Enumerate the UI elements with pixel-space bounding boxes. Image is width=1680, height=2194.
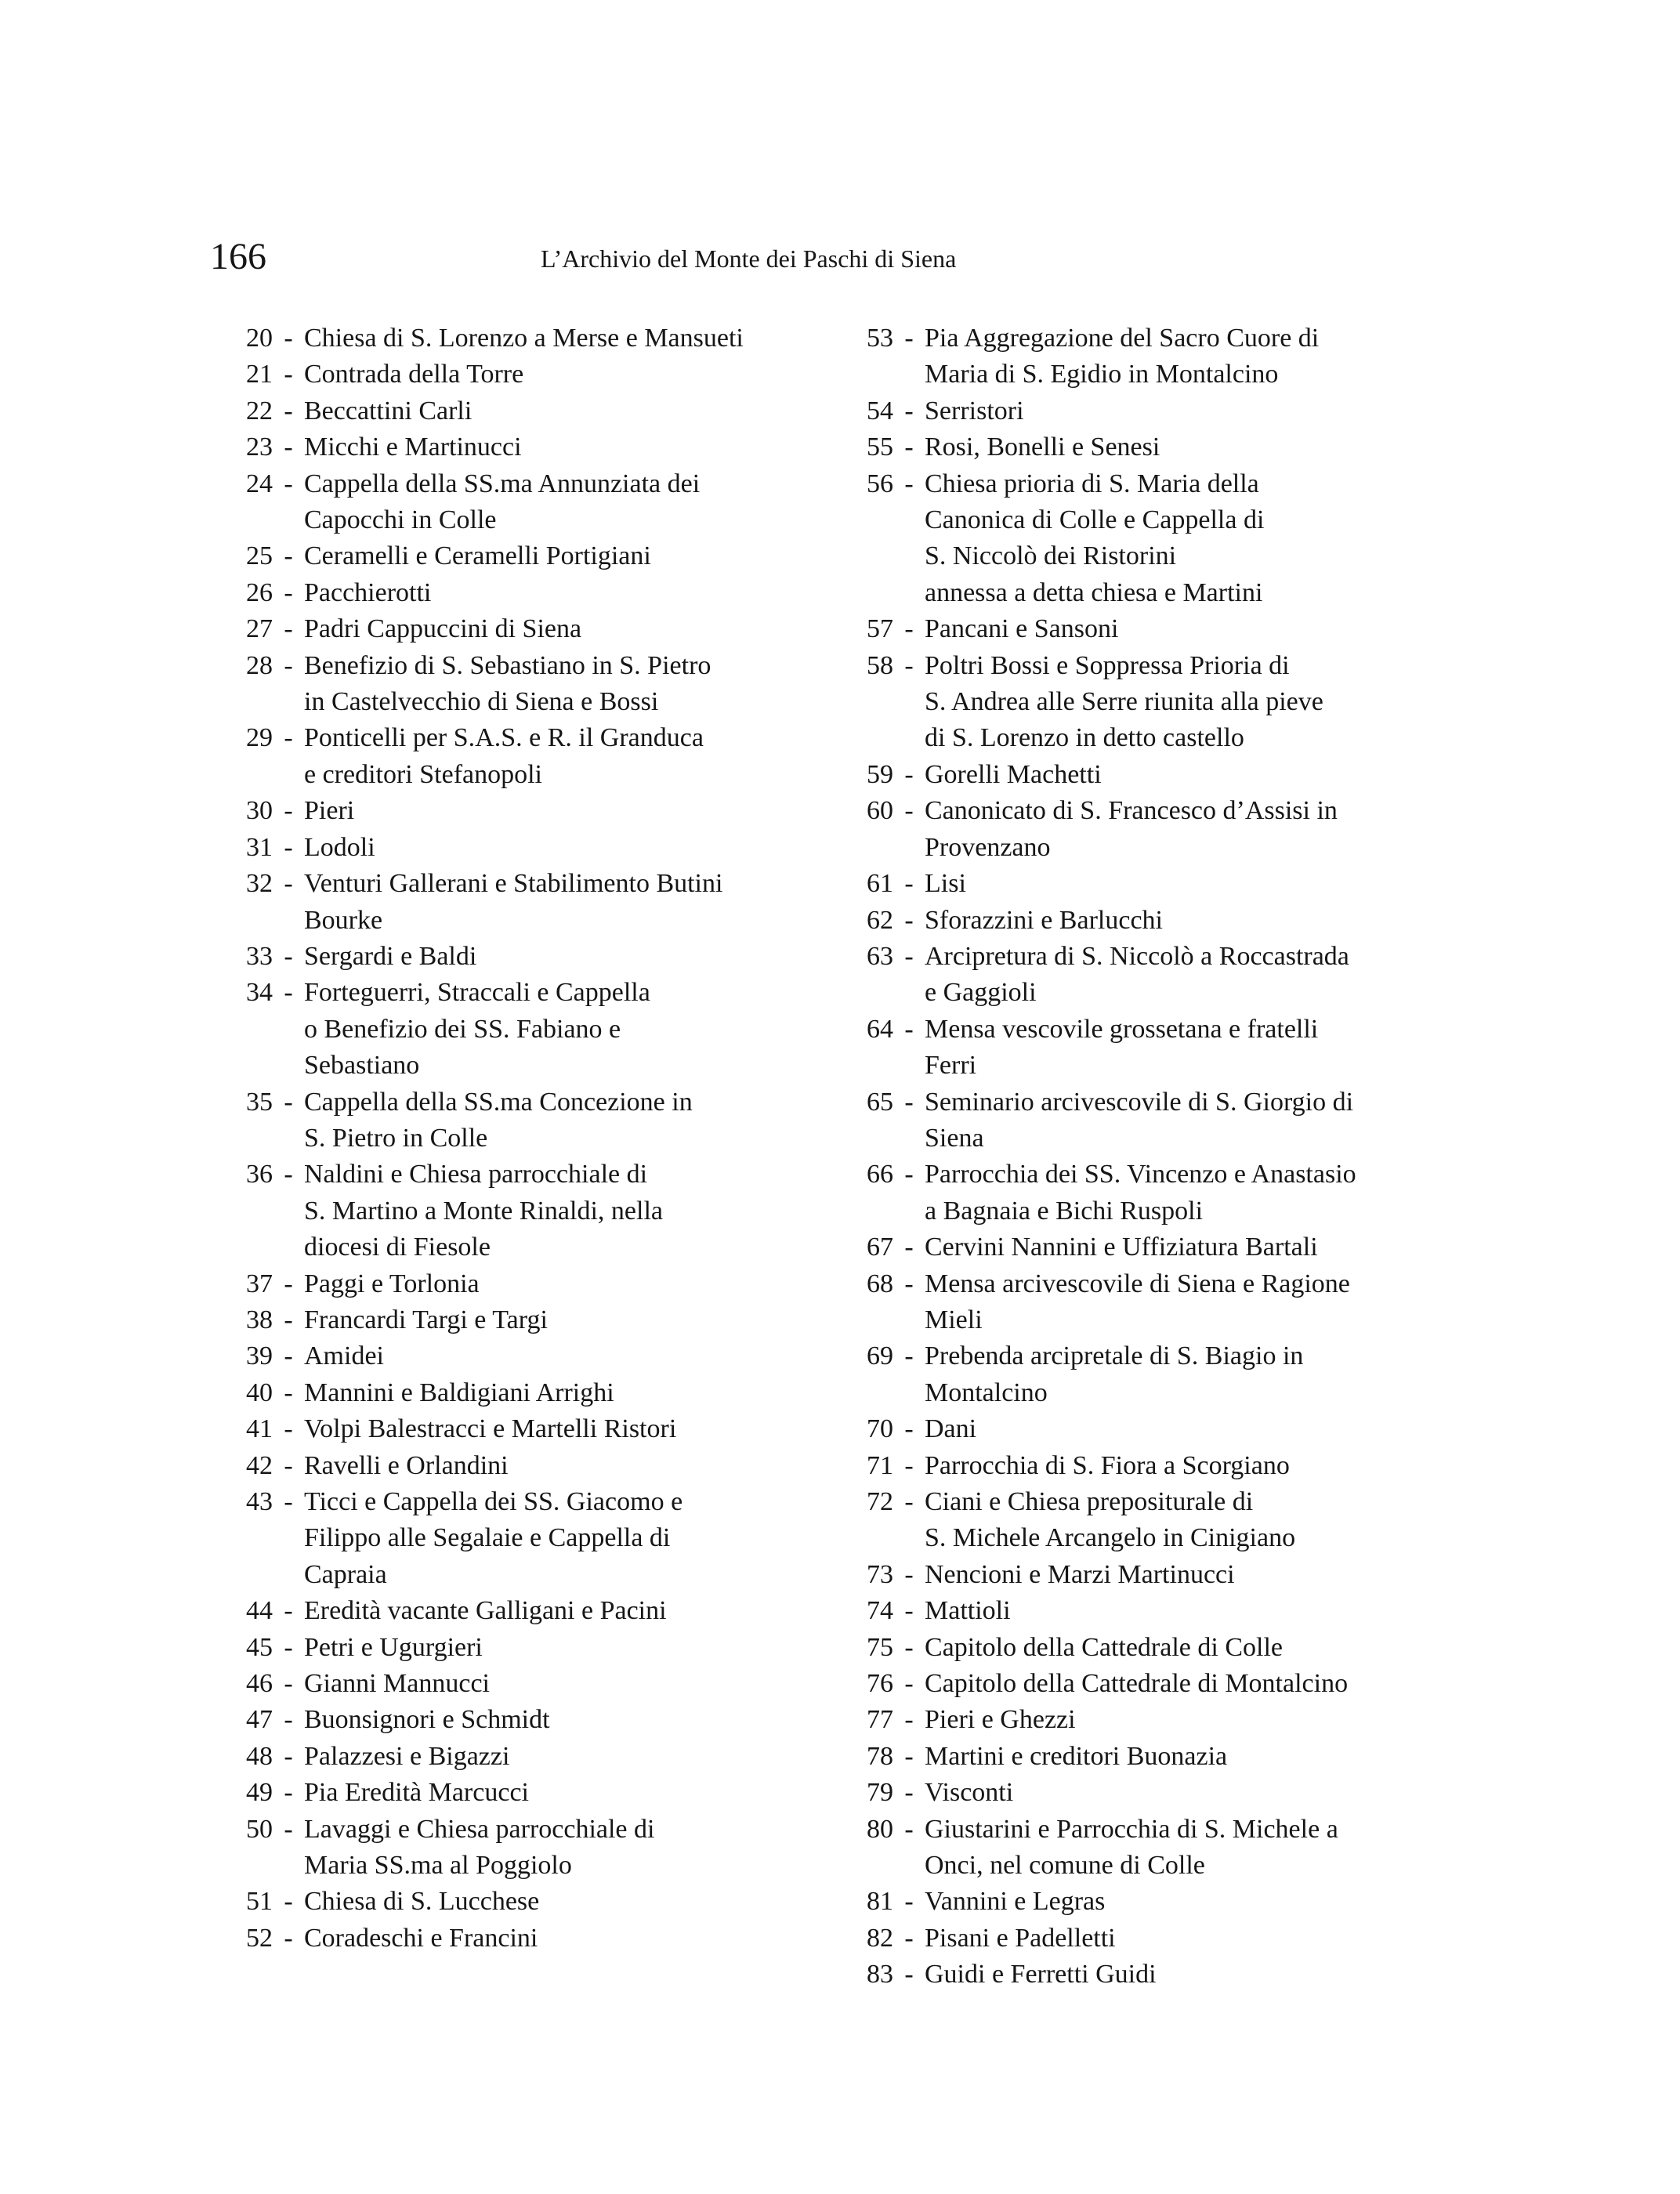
entry-separator: - <box>284 1632 293 1662</box>
entry-separator: - <box>284 832 293 862</box>
entry-text: Canonicato di S. Francesco d’Assisi in Provenzano <box>925 796 1338 862</box>
entry-separator: - <box>284 650 293 680</box>
entry-text: Seminario arcivescovile di S. Giorgio di Siena <box>925 1087 1354 1153</box>
entry-separator: - <box>284 1923 293 1953</box>
entry-text: Capitolo della Cattedrale di Colle <box>925 1632 1283 1662</box>
entry-text: Sforazzini e Barlucchi <box>925 905 1163 935</box>
entry-text: Ponticelli per S.A.S. e R. il Granduca e creditori Stefanopoli <box>304 723 704 789</box>
entry-number: 36 <box>246 1160 273 1189</box>
entry-text: Sergardi e Baldi <box>304 941 477 971</box>
list-item <box>210 1266 774 1302</box>
list-item <box>831 757 1403 793</box>
list-item <box>210 1666 774 1702</box>
entry-separator: - <box>904 1487 914 1516</box>
list-item <box>831 1957 1403 1993</box>
entry-number: 52 <box>246 1923 273 1953</box>
list-item <box>831 466 1403 612</box>
entry-number: 79 <box>867 1778 893 1808</box>
list-item <box>831 320 1403 393</box>
entry-text: Francardi Targi e Targi <box>304 1305 548 1334</box>
entry-text: Paggi e Torlonia <box>304 1269 480 1298</box>
entry-separator: - <box>284 723 293 753</box>
entry-number: 71 <box>867 1450 893 1480</box>
list-item <box>210 466 774 539</box>
list-item <box>210 1593 774 1629</box>
entry-text: Pisani e Padelletti <box>925 1923 1116 1953</box>
entry-separator: - <box>284 1341 293 1371</box>
entry-separator: - <box>904 1778 914 1808</box>
entry-separator: - <box>284 1487 293 1516</box>
list-item <box>831 903 1403 939</box>
entry-separator: - <box>284 1269 293 1298</box>
list-item <box>831 1012 1403 1084</box>
entry-number: 57 <box>867 614 893 644</box>
entry-separator: - <box>284 1705 293 1735</box>
right-column <box>831 320 1403 1993</box>
entry-text: Ravelli e Orlandini <box>304 1450 509 1480</box>
entry-number: 35 <box>246 1087 273 1117</box>
running-title: L’Archivio del Monte dei Paschi di Siena <box>541 244 957 273</box>
entry-separator: - <box>904 650 914 680</box>
entry-number: 26 <box>246 577 273 607</box>
entry-number: 77 <box>867 1705 893 1735</box>
list-item <box>210 320 774 357</box>
list-item <box>210 1084 774 1157</box>
list-item <box>210 939 774 975</box>
entry-separator: - <box>904 941 914 971</box>
list-item <box>210 1375 774 1411</box>
list-item <box>210 1812 774 1884</box>
entry-number: 69 <box>867 1341 893 1371</box>
entry-separator: - <box>904 1269 914 1298</box>
entry-number: 48 <box>246 1741 273 1771</box>
entry-number: 25 <box>246 541 273 571</box>
entry-separator: - <box>284 1450 293 1480</box>
list-item <box>831 1484 1403 1557</box>
entry-text: Chiesa prioria di S. Maria della Canonica di Colle e Cappella di S. Niccolò dei Ristorini annessa a detta chiesa e Martini <box>925 469 1265 607</box>
list-item <box>831 1266 1403 1339</box>
list-item <box>831 1739 1403 1775</box>
entry-number: 55 <box>867 433 893 462</box>
entry-text: Palazzesi e Bigazzi <box>304 1741 510 1771</box>
entry-text: Beccattini Carli <box>304 396 472 425</box>
entry-number: 27 <box>246 614 273 644</box>
entry-separator: - <box>904 1559 914 1589</box>
entry-number: 78 <box>867 1741 893 1771</box>
list-item <box>831 1411 1403 1447</box>
entry-number: 60 <box>867 796 893 826</box>
list-item <box>831 1338 1403 1411</box>
entry-number: 29 <box>246 723 273 753</box>
entry-number: 64 <box>867 1014 893 1044</box>
entry-text: Volpi Balestracci e Martelli Ristori <box>304 1414 677 1444</box>
entry-text: Micchi e Martinucci <box>304 433 522 462</box>
entry-separator: - <box>904 1233 914 1262</box>
entry-number: 82 <box>867 1923 893 1953</box>
entry-text: Ceramelli e Ceramelli Portigiani <box>304 541 651 571</box>
entry-number: 45 <box>246 1632 273 1662</box>
entry-text: Pacchierotti <box>304 577 432 607</box>
list-item <box>210 1921 774 1957</box>
entry-number: 56 <box>867 469 893 498</box>
entry-separator: - <box>904 869 914 899</box>
entry-separator: - <box>904 1960 914 1989</box>
entry-separator: - <box>904 614 914 644</box>
list-item <box>831 1084 1403 1157</box>
entry-text: Gianni Mannucci <box>304 1669 490 1699</box>
entry-separator: - <box>284 469 293 498</box>
list-item <box>210 1411 774 1447</box>
entry-text: Martini e creditori Buonazia <box>925 1741 1228 1771</box>
entry-separator: - <box>284 614 293 644</box>
entry-text: Mensa arcivescovile di Siena e Ragione Mieli <box>925 1269 1350 1334</box>
entry-text: Rosi, Bonelli e Senesi <box>925 433 1160 462</box>
list-item <box>210 611 774 647</box>
entry-text: Parrocchia dei SS. Vincenzo e Anastasio a Bagnaia e Bichi Ruspoli <box>925 1160 1356 1226</box>
entry-number: 59 <box>867 759 893 789</box>
entry-number: 67 <box>867 1233 893 1262</box>
list-item <box>210 575 774 611</box>
entry-separator: - <box>284 1378 293 1407</box>
entry-text: Pieri e Ghezzi <box>925 1705 1076 1735</box>
entry-text: Ciani e Chiesa prepositurale di S. Michele Arcangelo in Cinigiano <box>925 1487 1296 1553</box>
entry-separator: - <box>904 1087 914 1117</box>
entry-separator: - <box>284 1669 293 1699</box>
entry-separator: - <box>904 433 914 462</box>
entry-separator: - <box>904 905 914 935</box>
entry-separator: - <box>904 1923 914 1953</box>
list-item <box>210 538 774 574</box>
list-item <box>210 720 774 793</box>
entry-number: 40 <box>246 1378 273 1407</box>
entry-separator: - <box>284 541 293 571</box>
entry-number: 42 <box>246 1450 273 1480</box>
entry-separator: - <box>904 1632 914 1662</box>
entry-text: Cappella della SS.ma Annunziata dei Capocchi in Colle <box>304 469 701 535</box>
entry-text: Capitolo della Cattedrale di Montalcino <box>925 1669 1349 1699</box>
entry-separator: - <box>904 1887 914 1917</box>
entry-separator: - <box>284 869 293 899</box>
entry-separator: - <box>284 1305 293 1334</box>
list-item <box>831 1557 1403 1593</box>
list-item <box>210 1484 774 1593</box>
entry-number: 24 <box>246 469 273 498</box>
list-item <box>210 1739 774 1775</box>
list-item <box>831 1229 1403 1265</box>
entry-number: 72 <box>867 1487 893 1516</box>
entry-number: 21 <box>246 360 273 389</box>
entry-separator: - <box>284 360 293 389</box>
list-item <box>210 1448 774 1484</box>
list-item <box>831 429 1403 465</box>
entry-number: 74 <box>867 1596 893 1626</box>
list-item <box>210 1157 774 1265</box>
entry-text: Lisi <box>925 869 966 899</box>
entry-text: Pia Eredità Marcucci <box>304 1778 529 1808</box>
entry-text: Coradeschi e Francini <box>304 1923 538 1953</box>
list-item <box>210 975 774 1084</box>
list-item <box>210 830 774 866</box>
entry-text: Lodoli <box>304 832 375 862</box>
entry-separator: - <box>284 1778 293 1808</box>
entry-number: 30 <box>246 796 273 826</box>
entry-number: 75 <box>867 1632 893 1662</box>
entry-separator: - <box>904 324 914 353</box>
list-item <box>210 866 774 939</box>
entry-separator: - <box>904 1741 914 1771</box>
entry-number: 31 <box>246 832 273 862</box>
list-item <box>210 1302 774 1338</box>
entry-number: 34 <box>246 978 273 1008</box>
list-item <box>831 611 1403 647</box>
entry-text: Ticci e Cappella dei SS. Giacomo e Filippo alle Segalaie e Cappella di Capraia <box>304 1487 683 1589</box>
entry-separator: - <box>284 1414 293 1444</box>
entry-number: 49 <box>246 1778 273 1808</box>
entry-number: 68 <box>867 1269 893 1298</box>
entry-separator: - <box>904 469 914 498</box>
entry-separator: - <box>904 1014 914 1044</box>
entry-number: 80 <box>867 1814 893 1844</box>
entry-separator: - <box>284 1160 293 1189</box>
entry-number: 22 <box>246 396 273 425</box>
entry-text: Poltri Bossi e Soppressa Prioria di S. Andrea alle Serre riunita alla pieve di S. Lorenzo in detto castello <box>925 650 1323 753</box>
list-item <box>831 1812 1403 1884</box>
entry-number: 33 <box>246 941 273 971</box>
entry-text: Chiesa di S. Lucchese <box>304 1887 540 1917</box>
page-number: 166 <box>210 236 266 277</box>
entry-text: Forteguerri, Straccali e Cappella o Benefizio dei SS. Fabiano e Sebastiano <box>304 978 650 1081</box>
entry-text: Naldini e Chiesa parrocchiale di S. Martino a Monte Rinaldi, nella diocesi di Fiesole <box>304 1160 663 1262</box>
list-item <box>210 793 774 829</box>
entry-text: Giustarini e Parrocchia di S. Michele a Onci, nel comune di Colle <box>925 1814 1338 1881</box>
entry-text: Pancani e Sansoni <box>925 614 1119 644</box>
entry-number: 65 <box>867 1087 893 1117</box>
entry-number: 28 <box>246 650 273 680</box>
entry-text: Cappella della SS.ma Concezione in S. Pietro in Colle <box>304 1087 693 1153</box>
entry-text: Guidi e Ferretti Guidi <box>925 1960 1157 1989</box>
entry-number: 50 <box>246 1814 273 1844</box>
entry-number: 83 <box>867 1960 893 1989</box>
entry-text: Nencioni e Marzi Martinucci <box>925 1559 1235 1589</box>
entry-number: 37 <box>246 1269 273 1298</box>
entry-text: Pia Aggregazione del Sacro Cuore di Maria di S. Egidio in Montalcino <box>925 324 1320 389</box>
entry-text: Lavaggi e Chiesa parrocchiale di Maria SS.ma al Poggiolo <box>304 1814 655 1881</box>
entry-text: Pieri <box>304 796 355 826</box>
entry-text: Mattioli <box>925 1596 1011 1626</box>
entry-text: Dani <box>925 1414 977 1444</box>
list-item <box>831 393 1403 429</box>
list-item <box>210 648 774 721</box>
entry-number: 23 <box>246 433 273 462</box>
entry-text: Arcipretura di S. Niccolò a Roccastrada e Gaggioli <box>925 941 1349 1008</box>
entry-text: Benefizio di S. Sebastiano in S. Pietro in Castelvecchio di Siena e Bossi <box>304 650 711 717</box>
entry-number: 76 <box>867 1669 893 1699</box>
list-item <box>831 939 1403 1012</box>
entry-text: Visconti <box>925 1778 1014 1808</box>
entry-separator: - <box>904 1596 914 1626</box>
entry-number: 73 <box>867 1559 893 1589</box>
list-item <box>210 1338 774 1374</box>
entry-text: Gorelli Machetti <box>925 759 1102 789</box>
entry-number: 43 <box>246 1487 273 1516</box>
list-item <box>210 1630 774 1666</box>
entry-separator: - <box>284 1887 293 1917</box>
entry-number: 58 <box>867 650 893 680</box>
entry-separator: - <box>284 396 293 425</box>
entry-text: Amidei <box>304 1341 384 1371</box>
entry-separator: - <box>284 433 293 462</box>
entry-separator: - <box>904 1341 914 1371</box>
entry-number: 46 <box>246 1669 273 1699</box>
entry-text: Eredità vacante Galligani e Pacini <box>304 1596 667 1626</box>
entry-text: Chiesa di S. Lorenzo a Merse e Mansueti <box>304 324 744 353</box>
list-item <box>831 1157 1403 1229</box>
entry-separator: - <box>284 1741 293 1771</box>
list-item <box>831 1666 1403 1702</box>
entry-separator: - <box>284 941 293 971</box>
list-item <box>210 393 774 429</box>
list-item <box>831 1884 1403 1920</box>
list-item <box>210 429 774 465</box>
entry-separator: - <box>904 1705 914 1735</box>
list-item <box>831 648 1403 757</box>
list-item <box>831 1630 1403 1666</box>
entry-number: 62 <box>867 905 893 935</box>
entry-number: 38 <box>246 1305 273 1334</box>
list-item <box>831 1921 1403 1957</box>
entry-separator: - <box>904 1669 914 1699</box>
entry-separator: - <box>904 1450 914 1480</box>
list-item <box>210 1884 774 1920</box>
entry-separator: - <box>284 796 293 826</box>
entry-separator: - <box>904 1160 914 1189</box>
entry-separator: - <box>284 324 293 353</box>
entry-number: 53 <box>867 324 893 353</box>
entry-separator: - <box>284 978 293 1008</box>
list-item <box>831 1448 1403 1484</box>
entry-number: 51 <box>246 1887 273 1917</box>
entry-separator: - <box>904 396 914 425</box>
entry-text: Parrocchia di S. Fiora a Scorgiano <box>925 1450 1290 1480</box>
entry-text: Padri Cappuccini di Siena <box>304 614 582 644</box>
list-item <box>831 1702 1403 1738</box>
entry-separator: - <box>904 759 914 789</box>
entry-number: 44 <box>246 1596 273 1626</box>
entry-number: 66 <box>867 1160 893 1189</box>
entry-separator: - <box>284 1814 293 1844</box>
entry-text: Mensa vescovile grossetana e fratelli Ferri <box>925 1014 1319 1081</box>
list-item <box>831 1775 1403 1811</box>
entry-separator: - <box>904 796 914 826</box>
entry-text: Vannini e Legras <box>925 1887 1106 1917</box>
entry-number: 41 <box>246 1414 273 1444</box>
entry-number: 39 <box>246 1341 273 1371</box>
list-item <box>831 1593 1403 1629</box>
entry-text: Serristori <box>925 396 1024 425</box>
list-item <box>831 793 1403 866</box>
entry-number: 63 <box>867 941 893 971</box>
entry-text: Prebenda arcipretale di S. Biagio in Montalcino <box>925 1341 1304 1407</box>
entry-separator: - <box>284 1087 293 1117</box>
entry-number: 20 <box>246 324 273 353</box>
list-item <box>210 1775 774 1811</box>
list-item <box>831 866 1403 902</box>
entry-separator: - <box>904 1414 914 1444</box>
entry-text: Buonsignori e Schmidt <box>304 1705 550 1735</box>
entry-separator: - <box>904 1814 914 1844</box>
entry-separator: - <box>284 577 293 607</box>
entry-text: Mannini e Baldigiani Arrighi <box>304 1378 614 1407</box>
entry-text: Petri e Ugurgieri <box>304 1632 483 1662</box>
entry-number: 32 <box>246 869 273 899</box>
entry-text: Venturi Gallerani e Stabilimento Butini Bourke <box>304 869 723 935</box>
entry-separator: - <box>284 1596 293 1626</box>
entry-number: 61 <box>867 869 893 899</box>
left-column <box>210 320 774 1957</box>
list-item <box>210 357 774 393</box>
list-item <box>210 1702 774 1738</box>
entry-number: 81 <box>867 1887 893 1917</box>
entry-number: 70 <box>867 1414 893 1444</box>
entry-number: 54 <box>867 396 893 425</box>
entry-text: Cervini Nannini e Uffiziatura Bartali <box>925 1233 1318 1262</box>
entry-number: 47 <box>246 1705 273 1735</box>
entry-text: Contrada della Torre <box>304 360 524 389</box>
